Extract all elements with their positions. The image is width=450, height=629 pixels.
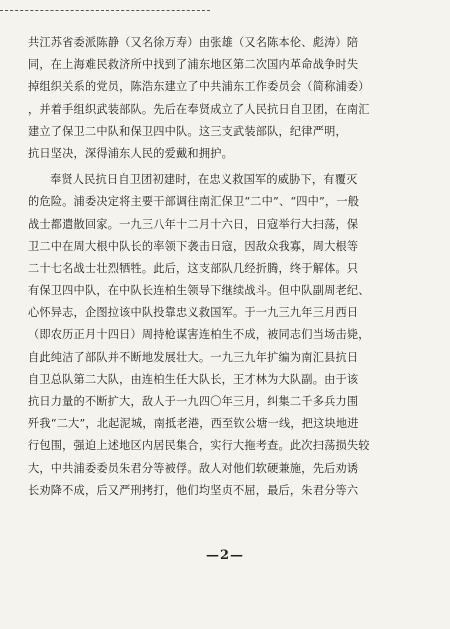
text-line: 长劝降不成，后又严刑拷打，他们均坚贞不屈，最后，朱君分等六 — [28, 483, 359, 497]
text-line: 歼我“二大”，北起泥城，南抵老港，西至钦公塘一线，把这块地进 — [28, 417, 359, 431]
text-line: 抗日力量的不断扩大，敌人于一九四〇年三月，纠集二千多兵力围 — [28, 395, 359, 408]
text-line: 奉贤人民抗日自卫团初建时，在忠义救国军的威胁下，有覆灭 — [50, 173, 358, 187]
text-line: （即农历正月十四日）周持枪谋害连柏生不成，被同志们当场击毙， — [28, 328, 370, 342]
text-line: 自此纯洁了部队并不断地发展壮大。一九三九年扩编为南汇县抗日 — [28, 350, 359, 364]
text-line: 共江苏省委派陈静（又名徐万寿）由张雄（又名陈本伦、彪涛）陪 — [28, 36, 359, 49]
paragraph-1 — [28, 32, 420, 165]
text-line: 的危险。浦委决定将主要干部调往南汇保卫“二中”、“四中”，一般 — [28, 195, 360, 209]
text-line: 大，中共浦委委员朱君分等被俘。敌人对他们软硬兼施，先后劝诱 — [28, 461, 359, 475]
text-line: 有保卫四中队，在中队长连柏生领导下继续战斗。但中队副周老纪、 — [28, 284, 370, 298]
text-line: ，并着手组织武装部队。先后在奉贤成立了人民抗日自卫团，在南汇 — [28, 102, 370, 116]
text-line: 卫二中在周大根中队长的率领下袭击日寇，因敌众我寡，周大根等 — [28, 239, 359, 253]
text-line: 行包围，强迫上述地区内居民集合，实行大拖考查。此次扫荡损失较 — [28, 439, 370, 453]
text-line: 同，在上海难民救济所中找到了浦东地区第二次国内革命战争时失 — [28, 58, 359, 72]
text-line: 建立了保卫二中队和保卫四中队。这三支武装部队，纪律严明， — [28, 124, 347, 138]
text-line: 抗日坚决，深得浦东人民的爱戴和拥护。 — [28, 146, 233, 160]
text-line: 二十七名战士壮烈牺牲。此后，这支部队几经折腾，终于解体。只 — [28, 261, 359, 275]
text-line: 自卫总队第二大队，由连柏生任大队长，王才林为大队副。由于该 — [28, 372, 359, 386]
text-line: 战士都遣散回家。一九三八年十二月十六日，日寇举行大扫荡，保 — [28, 217, 359, 231]
text-line: 心怀异志，企图拉该中队投靠忠义救国军。于一九三九年三月西日 — [28, 306, 359, 320]
top-dashed-rule — [0, 10, 210, 11]
paragraph-2 — [28, 169, 420, 502]
text-line: 掉组织关系的党员，陈浩东建立了中共浦东工作委员会（简称浦委） — [28, 80, 370, 94]
page-number: —2— — [205, 548, 245, 563]
document-body — [28, 32, 420, 502]
